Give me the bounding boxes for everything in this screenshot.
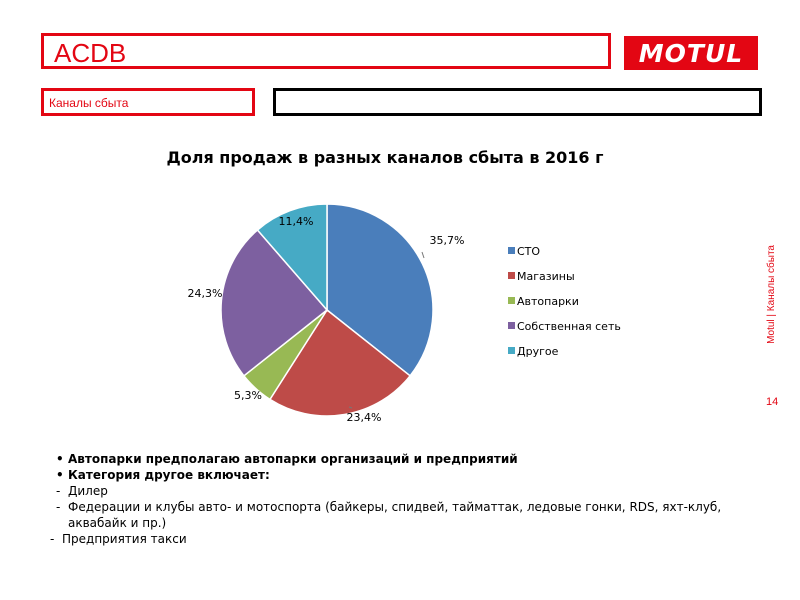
notes	[50, 451, 736, 547]
logo-text: MOTUL	[638, 38, 744, 68]
note-text: Предприятия такси	[62, 532, 187, 546]
legend-swatch	[508, 272, 515, 279]
note-bullet: -	[56, 500, 61, 514]
legend-swatch	[508, 247, 515, 254]
legend-swatch	[508, 347, 515, 354]
note-text: Автопарки предполагаю автопарки организаций и предприятий	[68, 452, 518, 466]
page-title: ACDB	[54, 38, 127, 68]
page-number: 14	[766, 396, 779, 408]
section-title: Каналы сбыта	[49, 96, 129, 110]
note-item	[56, 451, 736, 467]
note-text: Категория другое включает:	[68, 468, 270, 482]
note-item	[56, 483, 736, 499]
note-item	[56, 499, 736, 531]
note-item	[56, 467, 736, 483]
legend-entry: Магазины	[517, 270, 575, 283]
data-label: 23,4%	[346, 411, 382, 424]
legend-entry: СТО	[517, 245, 541, 258]
legend-entry: Другое	[517, 345, 559, 358]
note-bullet: •	[56, 452, 64, 466]
note-bullet: -	[50, 532, 55, 546]
data-label: 11,4%	[278, 215, 314, 228]
note-bullet: •	[56, 468, 64, 482]
note-text: Федерации и клубы авто- и мотоспорта (байкеры, спидвей, тайматтак, ледовые гонки, RDS, яхт-клуб, аквабайк и пр.)	[68, 500, 722, 530]
leader-line	[422, 252, 424, 258]
side-label: Motul | Каналы сбыта	[766, 245, 777, 344]
legend-swatch	[508, 297, 515, 304]
side-caption	[766, 245, 780, 375]
note-item	[50, 531, 736, 547]
note-bullet: -	[56, 484, 61, 498]
legend-swatch	[508, 322, 515, 329]
legend-entry: Собственная сеть	[517, 320, 621, 333]
data-label: 5,3%	[234, 389, 262, 402]
note-text: Дилер	[68, 484, 108, 498]
data-label: 35,7%	[429, 234, 465, 247]
chart-title: Доля продаж в разных каналов сбыта в 2016 г	[166, 148, 604, 167]
legend-entry: Автопарки	[517, 295, 579, 308]
data-label: 24,3%	[187, 287, 223, 300]
